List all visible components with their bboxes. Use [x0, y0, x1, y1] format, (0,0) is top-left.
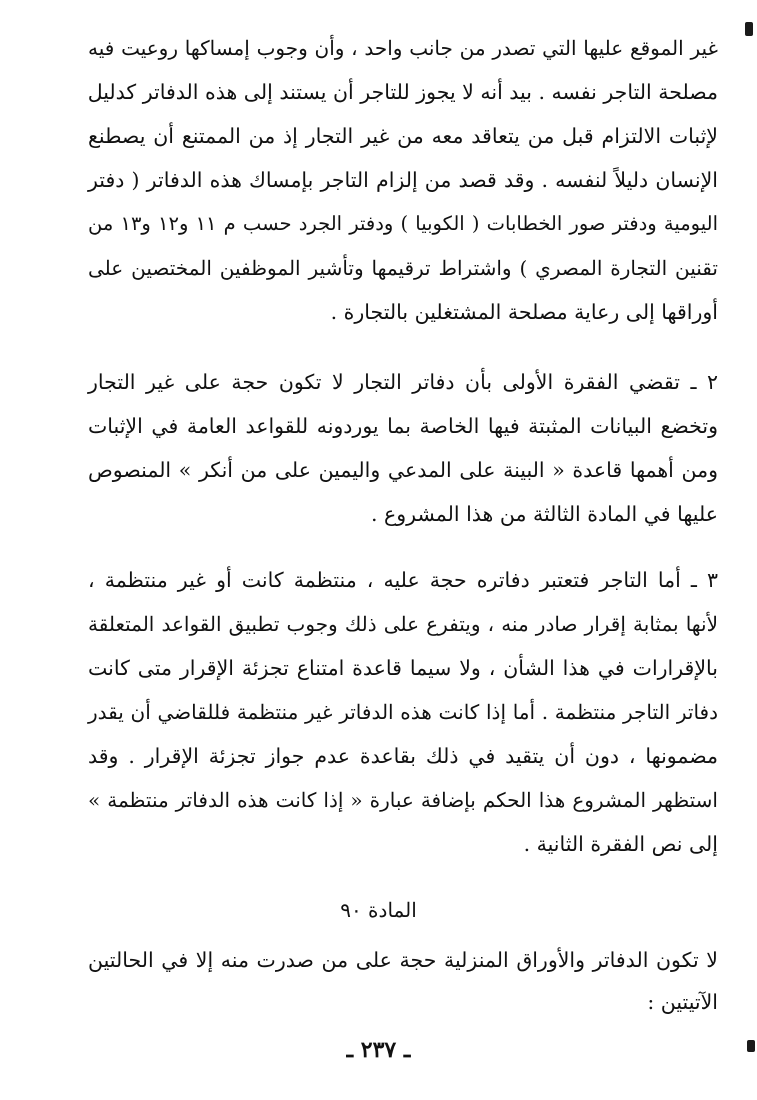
text-line: إلى نص الفقرة الثانية .: [523, 832, 718, 856]
text-line: الإنسان دليلاً لنفسه . وقد قصد من إلزام التاجر بإمساك هذه الدفاتر ( دفتر: [88, 168, 718, 192]
text-line: لأنها بمثابة إقرار صادر منه ، ويتفرع على ذلك وجوب تطبيق القواعد المتعلقة: [88, 612, 718, 636]
text-line: غير الموقع عليها التي تصدر من جانب واحد ، وأن وجوب إمساكها روعيت فيه: [88, 36, 718, 60]
text-line: دفاتر التاجر منتظمة . أما إذا كانت هذه الدفاتر غير منتظمة فللقاضي أن يقدر: [88, 700, 718, 724]
text-line: ٣ ـ أما التاجر فتعتبر دفاتره حجة عليه ، منتظمة كانت أو غير منتظمة ،: [88, 568, 718, 592]
text-line: استظهر المشروع هذا الحكم بإضافة عبارة « إذا كانت هذه الدفاتر منتظمة »: [88, 788, 718, 812]
text-line: وتخضع البيانات المثبتة فيها الخاصة بما يوردونه للقواعد العامة في الإثبات: [88, 414, 718, 438]
scan-mark-top-right: [745, 22, 753, 36]
paragraph-point-2: [88, 362, 718, 542]
text-line: بالإقرارات في هذا الشأن ، ولا سيما قاعدة امتناع تجزئة الإقرار متى كانت: [88, 656, 718, 680]
text-line: لا تكون الدفاتر والأوراق المنزلية حجة على من صدرت منه إلا في الحالتين: [88, 948, 718, 972]
page-number: ـ ٢٣٧ ـ: [346, 1037, 411, 1063]
text-line: مصلحة التاجر نفسه . بيد أنه لا يجوز للتاجر أن يستند إلى هذه الدفاتر كدليل: [87, 80, 718, 104]
text-line: تقنين التجارة المصري ) واشتراط ترقيمها وتأشير الموظفين المختصين على: [88, 256, 718, 280]
text-line: أوراقها إلى رعاية مصلحة المشتغلين بالتجارة .: [330, 300, 718, 324]
article-heading: المادة ٩٠: [340, 898, 417, 922]
article-text: [88, 940, 718, 1030]
paragraph-continuation: [88, 28, 718, 328]
text-line: ومن أهمها قاعدة « البينة على المدعي واليمين على من أنكر » المنصوص: [88, 458, 718, 482]
text-line: الآتيتين :: [647, 990, 718, 1014]
text-line: عليها في المادة الثالثة من هذا المشروع .: [371, 502, 718, 526]
text-line: اليومية ودفتر صور الخطابات ( الكوبيا ) ودفتر الجرد حسب م ١١ و١٢ و١٣ من: [88, 212, 718, 235]
text-line: لإثبات الالتزام قبل من يتعاقد معه من غير التجار إذ من الممتنع أن يصطنع: [88, 124, 718, 148]
text-line: مضمونها ، دون أن يتقيد في ذلك بقاعدة عدم جواز تجزئة الإقرار . وقد: [88, 744, 718, 768]
text-line: ٢ ـ تقضي الفقرة الأولى بأن دفاتر التجار لا تكون حجة على غير التجار: [88, 370, 718, 394]
paragraph-point-3: [88, 560, 718, 870]
